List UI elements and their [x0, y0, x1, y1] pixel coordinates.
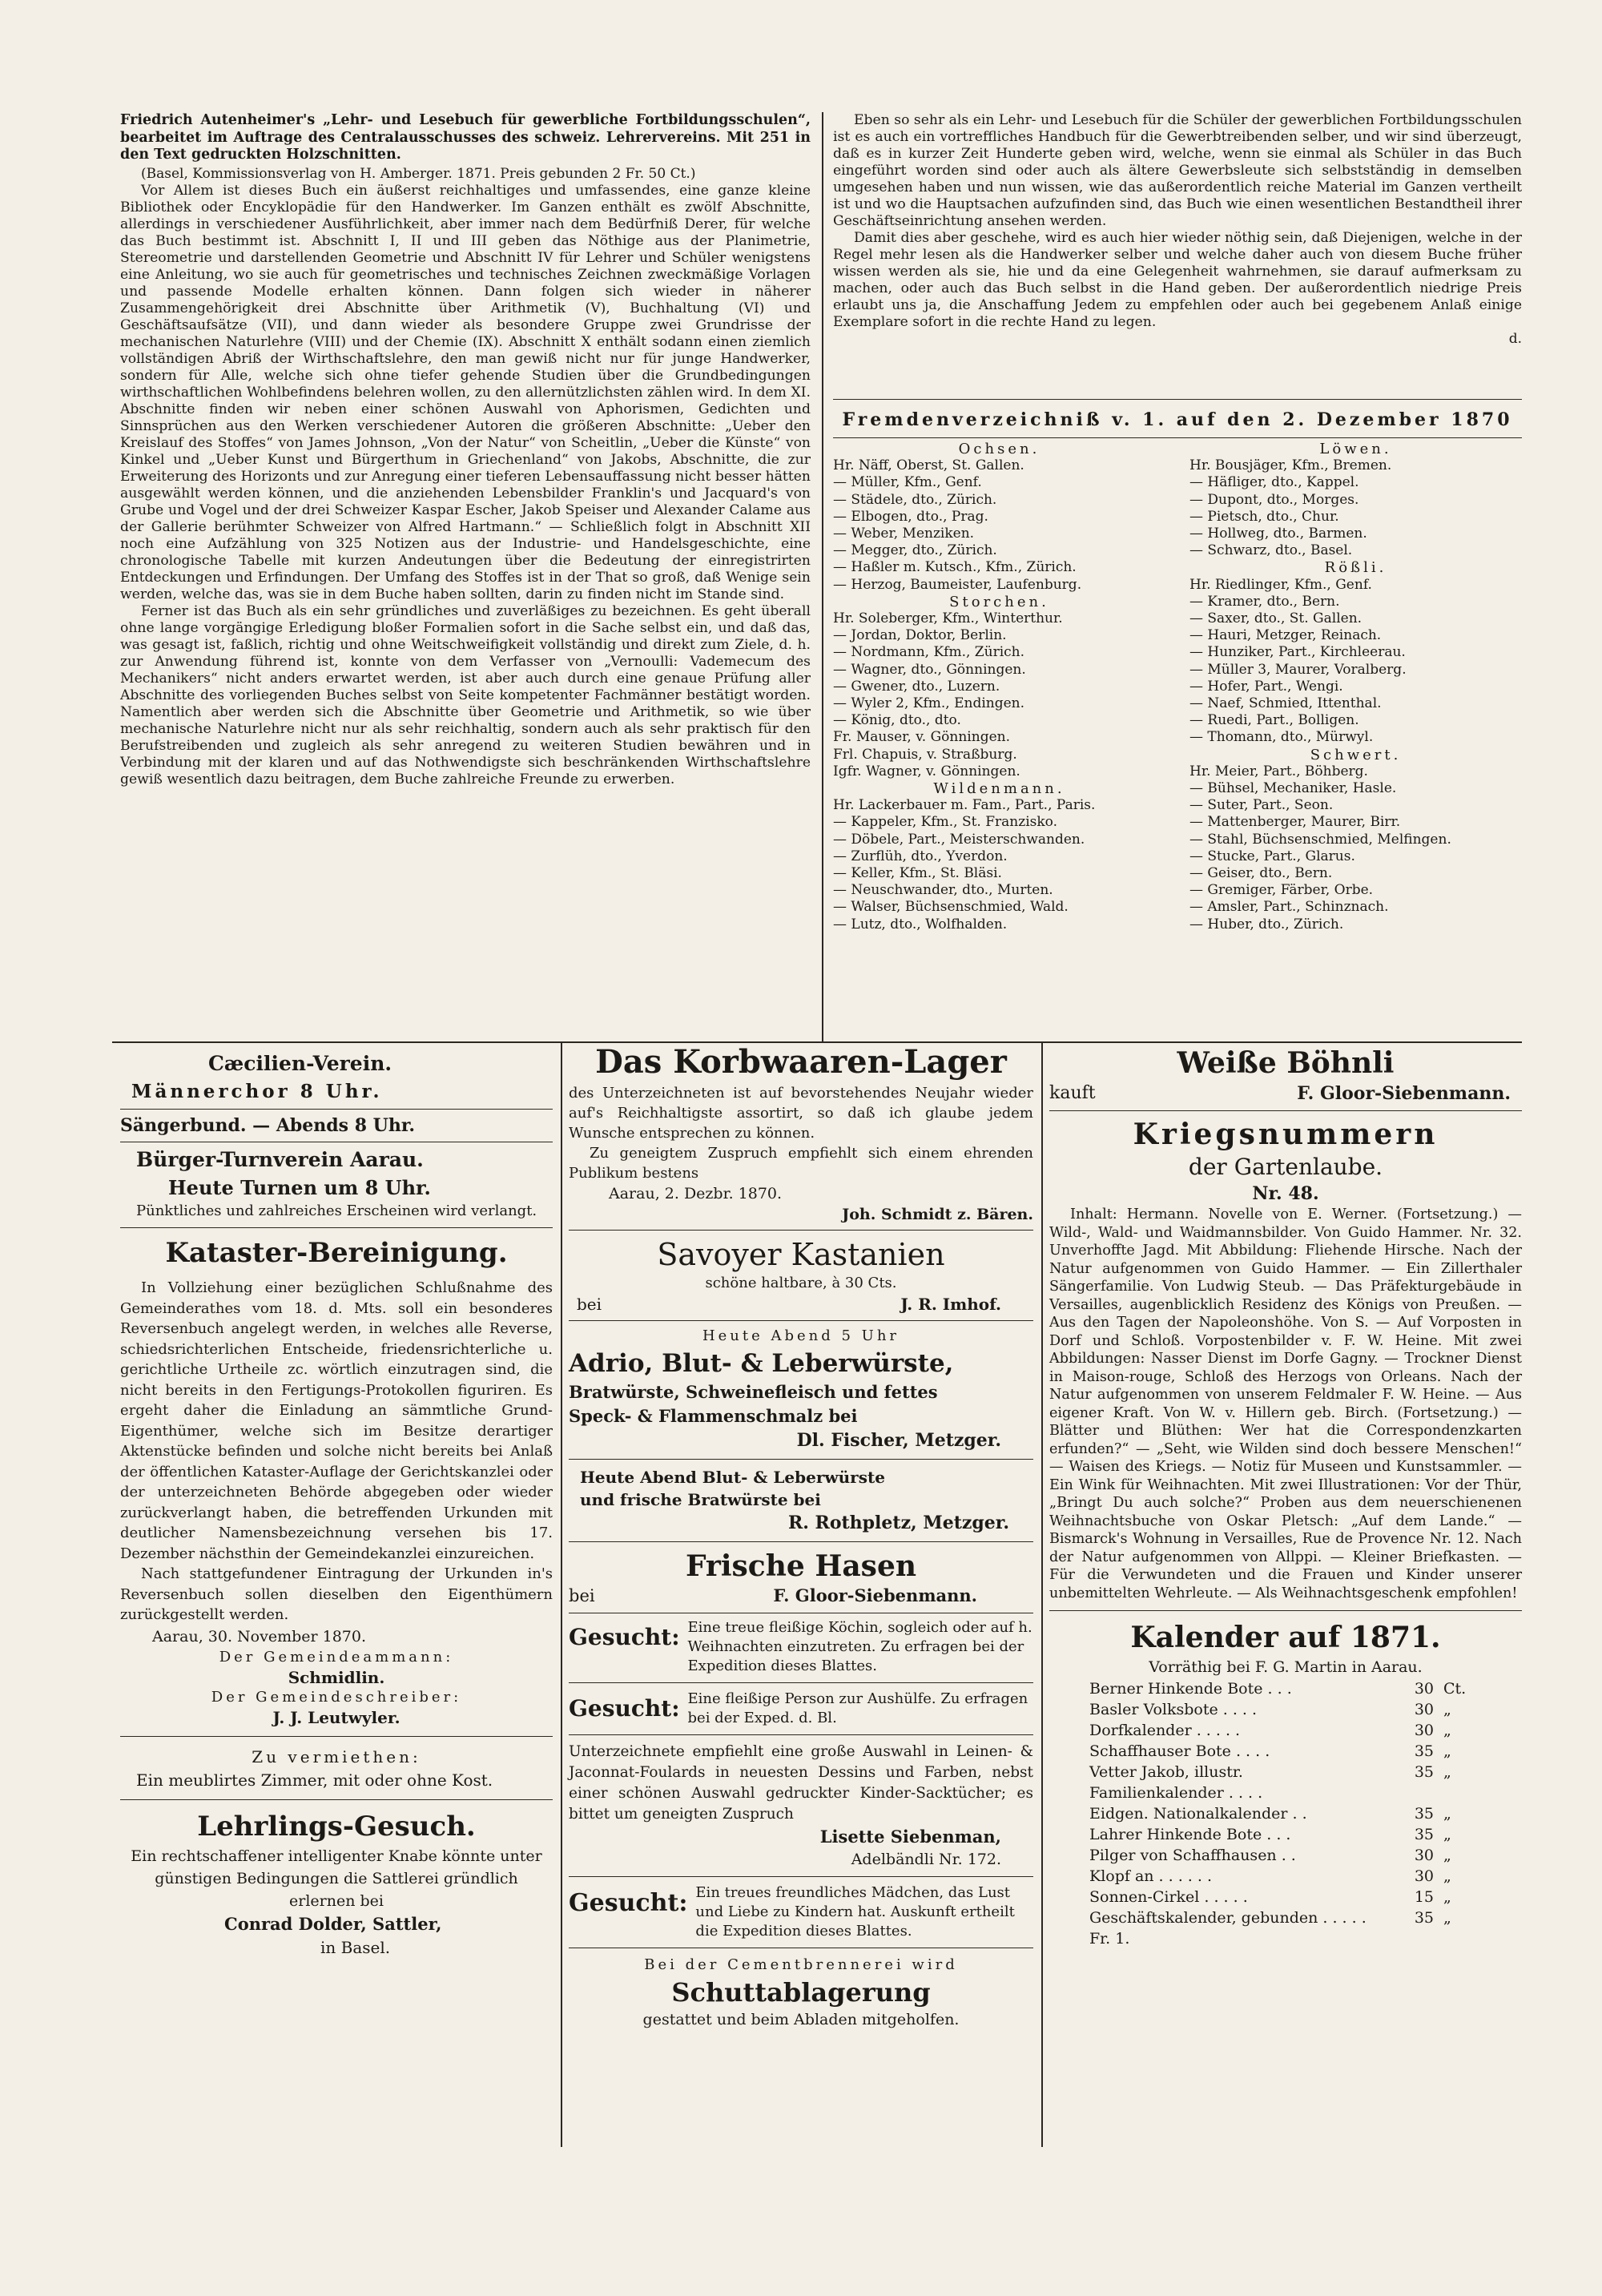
guest-list-entry: — Hauri, Metzger, Reinach.	[1189, 627, 1382, 644]
book-review-signature: d.	[1508, 331, 1522, 347]
kalender-price: 30	[1414, 1867, 1434, 1885]
guest-list-entry: — Stucke, Part., Glarus.	[1189, 848, 1355, 864]
kalender-unit: „	[1443, 1909, 1451, 1927]
kataster-title: Kataster-Bereinigung.	[165, 1237, 508, 1269]
gesucht-3-label: Gesucht:	[569, 1889, 688, 1917]
boehnli-name: F. Gloor-Siebenmann.	[1297, 1083, 1511, 1104]
rule	[569, 1541, 1033, 1542]
foulards-text: Unterzeichnete empfiehlt eine große Auswahl in Leinen- & Jaconnat-Foulards in neuesten Dessins und Farben, nebst einer schönen Auswahl gedruckter Kinder-Sacktücher; es bittet um geneigten Zuspruch	[569, 1743, 1033, 1823]
kalender-row	[1089, 1845, 1522, 1866]
kalender-name: Pilger von Schaffhausen . .	[1089, 1847, 1296, 1864]
wurst-intro: Heute Abend 5 Uhr	[702, 1327, 900, 1344]
turnverein-title: Bürger-Turnverein Aarau.	[136, 1148, 424, 1171]
guest-list-hotel-heading: Wildenmann.	[933, 780, 1065, 798]
kalender-row	[1089, 1803, 1522, 1824]
guest-list-entry: Frl. Chapuis, v. Straßburg.	[833, 746, 1017, 763]
guest-list-title: Fremdenverzeichniß v. 1. auf den 2. Dezember 1870	[842, 409, 1513, 430]
guest-list-entry: — Herzog, Baumeister, Laufenburg.	[833, 576, 1082, 593]
guest-list-entry: — Gwener, dto., Luzern.	[833, 678, 1000, 695]
maennerchor-notice: Männerchor 8 Uhr.	[131, 1081, 383, 1102]
korb-name: Joh. Schmidt z. Bären.	[842, 1206, 1033, 1223]
korb-title: Das Korbwaaren-Lager	[595, 1043, 1007, 1081]
guest-list-entry: — Mattenberger, Maurer, Birr.	[1189, 814, 1401, 831]
kastanien-bei: bei	[577, 1295, 602, 1314]
guest-list-entry: — Amsler, Part., Schinznach.	[1189, 899, 1389, 916]
guest-list-entry: — Suter, Part., Seon.	[1189, 797, 1334, 814]
rule	[120, 1109, 553, 1110]
rule	[569, 1682, 1033, 1683]
kalender-row	[1089, 1887, 1522, 1907]
guest-list-entry: — Wagner, dto., Gönningen.	[833, 661, 1026, 678]
hasen-name: F. Gloor-Siebenmann.	[773, 1585, 977, 1605]
korb-text-2: Zu geneigtem Zuspruch empfiehlt sich einem ehrenden Publikum bestens	[569, 1145, 1033, 1182]
kalender-row	[1089, 1678, 1522, 1699]
guest-list-entry: — Huber, dto., Zürich.	[1189, 916, 1344, 932]
guest-list-entry: — Geiser, dto., Bern.	[1189, 865, 1333, 882]
foulards-name: Lisette Siebenman,	[819, 1827, 1001, 1847]
kataster-role-2: Der Gemeindeschreiber:	[211, 1688, 462, 1706]
kalender-unit: „	[1443, 1888, 1451, 1906]
vermiethen-title: Zu vermiethen:	[252, 1746, 421, 1766]
boehnli-kauft: kauft	[1049, 1083, 1096, 1103]
guest-list-entry: — Bühsel, Mechaniker, Hasle.	[1189, 780, 1397, 797]
wurst2-name: R. Rothpletz, Metzger.	[787, 1513, 1009, 1533]
hasen-title: Frische Hasen	[685, 1549, 917, 1583]
guest-list-entry: — Hofer, Part., Wengi.	[1189, 678, 1343, 695]
guest-list-entry: — Kappeler, Kfm., St. Franzisko.	[833, 814, 1058, 831]
guest-list-entry: — Pietsch, dto., Chur.	[1189, 508, 1339, 525]
schutt-title: Schuttablagerung	[671, 1977, 931, 2008]
kalender-unit: „	[1443, 1763, 1451, 1781]
kalender-price: 35	[1414, 1763, 1434, 1781]
kalender-price: 30	[1414, 1680, 1434, 1698]
kriegsnummern-title: Kriegsnummern	[1133, 1118, 1439, 1151]
guest-list-entry: — Hollweg, dto., Barmen.	[1189, 526, 1367, 542]
lehrling-text: Ein rechtschaffener intelligenter Knabe könnte unter günstigen Bedingungen die Sattlerei gründlich erlernen bei	[131, 1847, 542, 1910]
book-review-continued	[833, 112, 1522, 348]
guest-list-entry: — Saxer, dto., St. Gallen.	[1189, 610, 1363, 627]
kalender-row	[1089, 1720, 1522, 1741]
guest-list-entry: — Jordan, Doktor, Berlin.	[833, 627, 1007, 644]
guest-list-entry: — Thomann, dto., Mürwyl.	[1189, 729, 1374, 746]
column-rule-bottom-left	[561, 1041, 562, 2147]
book-review-heading: Friedrich Autenheimer's „Lehr- und Lesebuch für gewerbliche Fortbildungsschulen“, bearbeitet im Auftrage des Centralausschusses des schweiz. Lehrervereins. Mit 251 in den Text gedruckten Holzschnitten.	[120, 112, 811, 163]
kataster-name-2: J. J. Leutwyler.	[272, 1707, 400, 1727]
book-review-imprint: (Basel, Kommissionsverlag von H. Amberger. 1871. Preis gebunden 2 Fr. 50 Ct.)	[141, 165, 696, 182]
guest-list-hotel-heading: Löwen.	[1319, 441, 1392, 457]
book-review-paragraph-1: Vor Allem ist dieses Buch ein äußerst reichhaltiges und umfassendes, eine ganze kleine Bibliothek oder Encyklopädie für den Handwerker. Im Ganzen enthält es zwölf Abschnitte, allerdings in verschiedener Ausführlichkeit, aber immer nach dem Bedürfniß Derer, für welche das Buch bestimmt ist. Abschnitt I, II und III geben das Nöthige aus der Planimetrie, Stereometrie und darstellenden Geometrie und Abschnitt IV für Lehrer und Schüler wenigstens eine Anleitung, wo sie auch für geometrisches und technisches Zeichnen zweckmäßige Vorlagen und passende Modelle erhalten können. Dann folgen sich wieder in näherer Zusammengehörigkeit drei Abschnitte über Arithmetik (V), Buchhaltung (VI) und Geschäftsaufsätze (VII), und dann wieder als besondere Gruppe zwei Grundrisse der mechanischen Naturlehre (VIII) und der Chemie (IX). Abschnitt X enthält sodann einen ziemlich vollständigen Abriß der Wirthschaftslehre, den man gewiß nicht nur für junge Handwerker, sondern für Alle, welche sich ohne tiefer gehende Studien über die Grundbedingungen wirthschaftlichen Wohlbefindens belehren wollen, zu den allernützlichsten zählen wird. In dem XI. Abschnitte finden wir neben einer schönen Auswahl von Aphorismen, Gedichten und Sinnsprüchen aus den Werken verschiedener Autoren die größeren Abschnitte: „Ueber den Kreislauf des Stoffes“ von James Johnson, „Von der Natur“ von Scheitlin, „Ueber die Künste“ von Kinkel und „Ueber Kunst und Bürgerthum in Griechenland“ von Jakobs, Abschnitte, die zur Erweiterung des Horizonts und zur Anregung einer tieferen Lebensauffassung nicht besser hätten ausgewählt werden können, und die anziehenden Lebensbilder Franklin's und Jacquard's von Grube und Vogel und der drei Schweizer Kaspar Escher, Jakob Speiser und Alexander Calame aus der Gallerie berühmter Schweizer von Alfred Hartmann.“ — Schließlich folgt in Abschnitt XII noch eine Aufzählung von 325 Notizen aus der Industrie- und Handelsgeschichte, eine chronologische Tabelle mit kurzen Andeutungen über die Bedeutung der einregistrirten Entdeckungen und Erfindungen. Der Umfang des Stoffes ist in der That so groß, daß Wenige sein werden, welche das, was sie in dem Buche haben sollten, darin zu finden nicht im Stande sind.	[120, 182, 811, 602]
guest-list-hotel-heading: Storchen.	[949, 593, 1049, 610]
kalender-name: Basler Volksbote . . . .	[1089, 1701, 1258, 1718]
guest-list-entry: — König, dto., dto.	[833, 712, 961, 729]
gesucht-3-text: Ein treues freundliches Mädchen, das Lust und Liebe zu Kindern hat. Auskunft ertheilt die Expedition dieses Blattes.	[695, 1884, 1015, 1940]
guest-list-entry: — Megger, dto., Zürich.	[833, 542, 997, 559]
guest-list-entry: — Naef, Schmied, Ittenthal.	[1189, 695, 1382, 712]
gesucht-2-text: Eine fleißige Person zur Aushülfe. Zu erfragen bei der Exped. d. Bl.	[687, 1690, 1028, 1726]
rule	[569, 1230, 1033, 1231]
kalender-intro: Vorräthig bei F. G. Martin in Aarau.	[1149, 1658, 1423, 1676]
rule	[569, 1876, 1033, 1877]
book-review-column	[120, 112, 811, 788]
kalender-unit: Ct.	[1443, 1680, 1467, 1698]
kalender-unit: „	[1443, 1722, 1451, 1739]
rule	[1049, 1110, 1522, 1111]
rule	[120, 1799, 553, 1800]
guest-list-entry: — Weber, Menziken.	[833, 526, 975, 542]
guest-list-hotel-heading: Schwert.	[1310, 746, 1402, 763]
rule	[569, 1459, 1033, 1460]
kalender-price: 35	[1414, 1909, 1434, 1927]
gesucht-1-text: Eine treue fleißige Köchin, sogleich oder auf h. Weihnachten einzutreten. Zu erfragen bei der Expedition dieses Blattes.	[687, 1619, 1032, 1674]
kalender-row	[1089, 1824, 1522, 1845]
kataster-role-1: Der Gemeindeammann:	[219, 1648, 454, 1666]
kalender-name: Eidgen. Nationalkalender . .	[1089, 1805, 1307, 1823]
korb-text: des Unterzeichneten ist auf bevorstehendes Neujahr wieder auf's Reichhaltigste assortirt, so daß ich glaube jedem Wunsche entsprechen zu können.	[569, 1085, 1033, 1142]
kalender-price: 30	[1414, 1722, 1434, 1739]
kastanien-text: schöne haltbare, à 30 Cts.	[705, 1275, 897, 1291]
kalender-row	[1089, 1699, 1522, 1720]
guest-list-entry: Hr. Soleberger, Kfm., Winterthur.	[833, 610, 1063, 627]
guest-list-entry: — Gremiger, Färber, Orbe.	[1189, 882, 1374, 899]
kalender-unit: „	[1443, 1805, 1451, 1823]
guest-list-entry: Hr. Lackerbauer m. Fam., Part., Paris.	[833, 797, 1096, 814]
kalender-title: Kalender auf 1871.	[1130, 1621, 1441, 1654]
korb-date: Aarau, 2. Dezbr. 1870.	[609, 1185, 783, 1202]
guest-list-entry: — Kramer, dto., Bern.	[1189, 593, 1340, 610]
schutt-intro: Bei der Cementbrennerei wird	[644, 1956, 958, 1973]
turnen-text: Pünktliches und zahlreiches Erscheinen wird verlangt.	[136, 1202, 537, 1219]
kastanien-name: J. R. Imhof.	[900, 1295, 1001, 1314]
book-review-paragraph-3: Eben so sehr als ein Lehr- und Lesebuch für die Schüler der gewerblichen Fortbildungsschulen ist es auch ein vortreffliches Handbuch für die Gewerbtreibenden selber, und wir sind überzeugt, daß es in kurzer Zeit Hunderte geben wird, welche, wenn sie einmal als Schüler in das Buch eingeführt worden sind oder auch als ältere Gewerbsleute sich selbstständig in demselben umgesehen haben und nun wissen, wie das außerordentlich reiche Material im Ganzen vertheilt ist und wo die Hauptsachen aufzufinden sind, das Buch wie einen wesentlichen Bestandtheil ihrer Geschäftseinrichtung ansehen werden.	[833, 112, 1522, 229]
kalender-name: Vetter Jakob, illustr. Familienkalender . . . .	[1089, 1763, 1263, 1802]
kalender-price: 35	[1414, 1805, 1434, 1823]
wurst2-line-1: Heute Abend Blut- & Leberwürste	[580, 1468, 885, 1487]
gesucht-1-label: Gesucht:	[569, 1624, 680, 1650]
ads-middle-column	[569, 1041, 1033, 2030]
kalender-price: 35	[1414, 1826, 1434, 1843]
guest-list-entry: — Zurflüh, dto., Yverdon.	[833, 848, 1008, 864]
guest-list-entry: Fr. Mauser, v. Gönningen.	[833, 729, 1010, 746]
kataster-text-2: Nach stattgefundener Eintragung der Urkunden in's Reversenbuch sollen dieselben den Eigenthümern zurückgestellt werden.	[120, 1565, 553, 1623]
guest-list-entry: — Lutz, dto., Wolfhalden.	[833, 916, 1008, 932]
guest-list-entry: — Haßler m. Kutsch., Kfm., Zürich.	[833, 559, 1077, 576]
guest-list-entry: — Dupont, dto., Morges.	[1189, 491, 1359, 508]
boehnli-title: Weiße Böhnli	[1177, 1046, 1395, 1080]
hasen-bei: bei	[569, 1586, 595, 1605]
guest-list-entry: — Müller 3, Maurer, Voralberg.	[1189, 661, 1407, 678]
guest-list-entry: — Häfliger, dto., Kappel.	[1189, 474, 1359, 491]
wurst-line-2: Bratwürste, Schweinefleisch und fettes	[569, 1382, 938, 1402]
kalender-name: Berner Hinkende Bote . . .	[1089, 1680, 1292, 1698]
book-review-paragraph-2: Ferner ist das Buch als ein sehr gründliches und zuverläßiges zu bezeichnen. Es geht überall ohne lange vorgängige Erledigung bloßer Formalien sofort in die Sache selbst ein, und daß das, was gesagt ist, faßlich, richtig und ohne Weitschweifigkeit vollständig und direkt zum Ziele, d. h. zur Anwendung führend ist, konnte von dem Verfasser von „Vernoulli: Vademecum des Mechanikers“ nicht anders erwartet werden, ist aber auch durch eine genaue Prüfung aller Abschnitte des vorliegenden Buches selbst von Seite kompetenter Fachmänner bestätigt worden. Namentlich aber werden sich die Abschnitte über Geometrie und Arithmetik, so wie über mechanische Naturlehre nicht nur als sehr reichhaltig, sondern auch als sehr praktisch für den Berufstreibenden und zugleich als sehr anregend zu weiteren Studien bewähren und in Verbindung mit der klaren und auf das Nothwendigste sich beschränkenden Wirthschaftslehre gewiß wesentlich dazu beitragen, dem Buche zahlreiche Freunde zu erwerben.	[120, 602, 811, 787]
guest-list-entry: — Neuschwander, dto., Murten.	[833, 882, 1053, 899]
guest-list	[833, 405, 1522, 933]
guest-list-entry: — Nordmann, Kfm., Zürich.	[833, 644, 1025, 661]
kataster-date: Aarau, 30. November 1870.	[152, 1627, 367, 1645]
lehrling-title: Lehrlings-Gesuch.	[197, 1810, 476, 1843]
guest-list-right	[1189, 441, 1522, 933]
guest-list-entry: — Stahl, Büchsenschmied, Melfingen.	[1189, 831, 1451, 848]
guest-list-entry: — Hunziker, Part., Kirchleerau.	[1189, 644, 1406, 661]
gesucht-2-label: Gesucht:	[569, 1695, 680, 1722]
rule	[1049, 1610, 1522, 1611]
kalender-row	[1089, 1866, 1522, 1887]
wurst-name: Dl. Fischer, Metzger.	[796, 1430, 1001, 1451]
guest-list-entry: — Elbogen, dto., Prag.	[833, 508, 988, 525]
kataster-name-1: Schmidlin.	[288, 1667, 385, 1687]
kalender-row	[1089, 1907, 1522, 1949]
kalender-unit: „	[1443, 1701, 1451, 1718]
wurst2-line-2: und frische Bratwürste bei	[580, 1490, 821, 1509]
guest-list-entry: Hr. Meier, Part., Böhberg.	[1189, 763, 1368, 779]
wurst-title: Adrio, Blut- & Leberwürste,	[569, 1349, 954, 1378]
schutt-text: gestattet und beim Abladen mitgeholfen.	[642, 2011, 960, 2028]
saengerbund-notice: Sängerbund. — Abends 8 Uhr.	[120, 1115, 416, 1136]
ads-right-column	[1049, 1045, 1522, 1949]
rule	[569, 1734, 1033, 1735]
kalender-name: Dorfkalender . . . . .	[1089, 1722, 1241, 1739]
kalender-price: 35	[1414, 1742, 1434, 1760]
guest-list-entry: Hr. Näff, Oberst, St. Gallen.	[833, 457, 1024, 474]
guest-list-entry: — Wyler 2, Kfm., Endingen.	[833, 695, 1025, 712]
rule	[120, 1736, 553, 1737]
kalender-unit: „	[1443, 1847, 1451, 1864]
kalender-row	[1089, 1741, 1522, 1762]
guest-list-entry: — Müller, Kfm., Genf.	[833, 474, 982, 491]
kalender-price: 30	[1414, 1701, 1434, 1718]
kriegsnummern-number: Nr. 48.	[1252, 1183, 1319, 1204]
column-rule-top	[822, 112, 823, 1041]
kataster-text: In Vollziehung einer bezüglichen Schlußnahme des Gemeinderathes vom 18. d. Mts. soll ein besonderes Reversenbuch angelegt werden, in welches alle Reverse, schiedsrichterlichen Entscheide, friedensrichterliche u. gerichtliche Urtheile zc. wörtlich einzutragen sind, die nicht bereits in den Fertigungs-Protokollen figuriren. Es ergeht daher die Einladung an sämmtliche Grund-Eigenthümer, welche sich im Besitze derartiger Aktenstücke befinden und solche nicht bereits bei Anlaß der öffentlichen Kataster-Auflage der Gerichtskanzlei oder der unterzeichneten Behörde abgegeben oder wieder zurückverlangt haben, die betreffenden Urkunden mit deutlicher Namensbezeichnung versehen bis 17. Dezember nächsthin der Gemeindekanzlei einzureichen.	[120, 1279, 553, 1562]
guest-list-entry: Hr. Bousjäger, Kfm., Bremen.	[1189, 457, 1392, 474]
vermiethen-text: Ein meublirtes Zimmer, mit oder ohne Kost.	[136, 1770, 493, 1790]
kalender-price: 30	[1414, 1847, 1434, 1864]
book-review-paragraph-4: Damit dies aber geschehe, wird es auch hier wieder nöthig sein, daß Diejenigen, welche in der Regel mehr lesen als die Handwerker selber und welche daher auch von diesem Buche früher wissen werden als sie, hie und da eine Gelegenheit wahrnehmen, sie darauf aufmerksam zu machen, oder auch das Buch selbst in die Hand geben. Der außerordentlich niedrige Preis erlaubt uns ja, die Anschaffung Jedem zu empfehlen oder auch bei gegebenem Anlaß einige Exemplare sofort in die rechte Hand zu legen.	[833, 230, 1522, 330]
foulards-address: Adelbändli Nr. 172.	[851, 1851, 1001, 1868]
rule	[569, 1320, 1033, 1321]
column-rule-bottom-right	[1041, 1041, 1043, 2147]
guest-list-entry: — Ruedi, Part., Bolligen.	[1189, 712, 1359, 729]
kalender-unit: „	[1443, 1826, 1451, 1843]
kalender-name: Klopf an . . . . . .	[1089, 1867, 1212, 1885]
guest-list-hotel-heading: Ochsen.	[958, 441, 1040, 457]
kalender-name: Schaffhauser Bote . . . .	[1089, 1742, 1270, 1760]
guest-list-entry: — Städele, dto., Zürich.	[833, 491, 997, 508]
kalender-unit: „	[1443, 1867, 1451, 1885]
kastanien-title: Savoyer Kastanien	[657, 1237, 945, 1272]
lehrling-name: Conrad Dolder, Sattler,	[224, 1913, 442, 1934]
guest-list-hotel-heading: Rößli.	[1324, 559, 1387, 577]
guest-list-left	[833, 441, 1165, 933]
kalender-name: Sonnen-Cirkel . . . . .	[1089, 1888, 1248, 1906]
guest-list-entry: — Walser, Büchsenschmied, Wald.	[833, 899, 1069, 916]
fremden-rule-top	[833, 399, 1522, 400]
kriegsnummern-text: Inhalt: Hermann. Novelle von E. Werner. (Fortsetzung.) — Wild-, Wald- und Waidmannsbilder. Von Guido Hammer. Nr. 32. Unverhoffte Jagd. Mit Abbildung: Fliehende Hirsche. Nach der Natur aufgenommen von Guido Hammer. — Ein Zillerthaler Sängerfamilie. Von Ludwig Steub. — Das Präfekturgebäude in Versailles, augenblicklich Residenz des Königs von Preußen. — Aus den Tagen der Napoleonshöhe. Von S. — Auf Vorposten in Dorf und Schloß. Vorpostenbilder v. F. W. Heine. Mit zwei Abbildungen: Nasser Dienst im Dorfe Gagny. — Trockner Dienst in Maison-rouge, Schloß des Herzogs von Orleans. Nach der Natur aufgenommen von unserem Feldmaler F. W. Heine. — Aus eigener Kraft. Von W. v. Hillern geb. Birch. (Fortsetzung.) — Blätter und Blüthen: Wer hat die Correspondenzkarten erfunden?“ — „Seht, wie Wilden sind doch bessere Menschen!“ — Waisen des Kriegs. — Notiz für Museen und Kunstsammler. — Ein Wink für Weihnachten. Mit zwei Illustrationen: Vor der Thür, „Bringt Du auch solche?“ Proben aus dem neuerschienenen Weihnachtsbuche von Oskar Pletsch: „Auf dem Lande.“ — Bismarck's Wohnung in Versailles, Rue de Provence Nr. 12. Nach der Natur aufgenommen von Allppi. — Kleiner Briefkasten. — Für die Verwundeten und die Frauen und Kinder unserer unbemittelten Wehrleute. — Als Weihnachtsgeschenk empfohlen!	[1049, 1206, 1522, 1601]
kalender-list	[1049, 1678, 1522, 1949]
turnen-notice: Heute Turnen um 8 Uhr.	[168, 1176, 431, 1199]
guest-list-entry: — Keller, Kfm., St. Bläsi.	[833, 865, 1002, 882]
ads-left-column	[120, 1049, 553, 1959]
guest-list-entry: Hr. Riedlinger, Kfm., Genf.	[1189, 576, 1372, 593]
lehrling-place: in Basel.	[320, 1937, 391, 1957]
kalender-row	[1089, 1762, 1522, 1803]
guest-list-entry: — Schwarz, dto., Basel.	[1189, 542, 1353, 559]
wurst-line-3: Speck- & Flammenschmalz bei	[569, 1406, 858, 1426]
rule	[120, 1227, 553, 1228]
kalender-unit: „	[1443, 1742, 1451, 1760]
kalender-name: Lahrer Hinkende Bote . . .	[1089, 1826, 1291, 1843]
caecilien-title: Cæcilien-Verein.	[208, 1052, 392, 1075]
guest-list-entry: Igfr. Wagner, v. Gönningen.	[833, 763, 1020, 779]
kriegsnummern-subtitle: der Gartenlaube.	[1188, 1154, 1383, 1180]
kalender-name: Geschäftskalender, gebunden . . . . . Fr. 1.	[1089, 1909, 1367, 1948]
kalender-price: 15	[1414, 1888, 1434, 1906]
guest-list-entry: — Döbele, Part., Meisterschwanden.	[833, 831, 1085, 848]
